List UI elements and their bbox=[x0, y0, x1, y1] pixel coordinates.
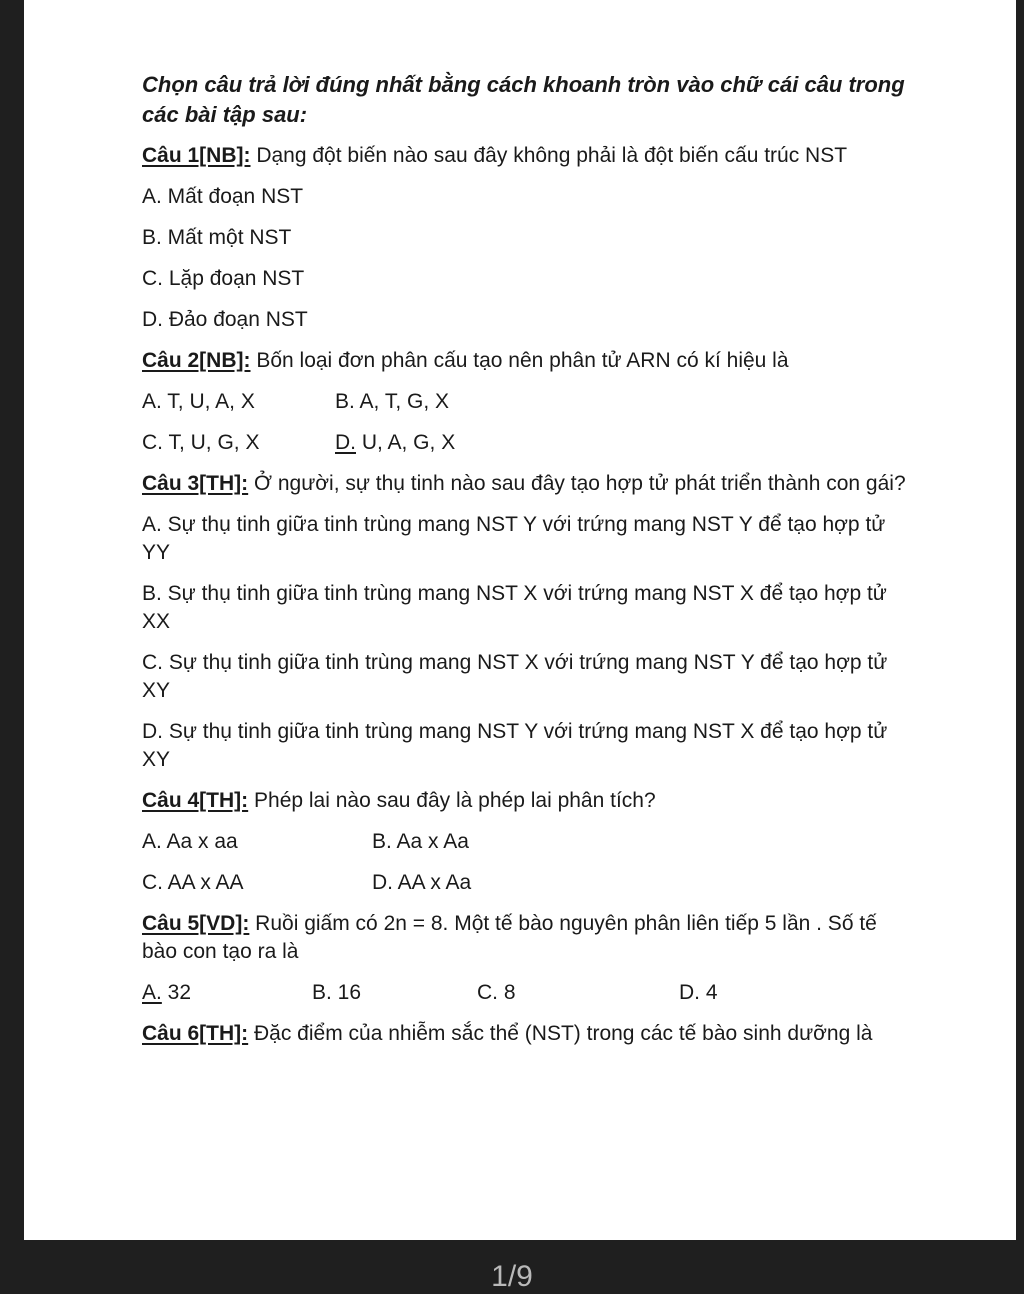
option-c: C. Sự thụ tinh giữa tinh trùng mang NST X với trứng mang NST Y để tạo hợp tử XY bbox=[142, 651, 888, 702]
question-6 bbox=[142, 1020, 912, 1048]
question-label: Câu 4[TH]: bbox=[142, 789, 249, 812]
question-text: Ở người, sự thụ tinh nào sau đây tạo hợp tử phát triển thành con gái? bbox=[248, 472, 906, 495]
option-b: B. Mất một NST bbox=[142, 226, 292, 249]
option-a: A. Mất đoạn NST bbox=[142, 185, 304, 208]
options-row bbox=[142, 979, 912, 1007]
question-text: Phép lai nào sau đây là phép lai phân tích? bbox=[248, 789, 656, 812]
options-row bbox=[142, 388, 912, 416]
question-label: Câu 6[TH]: bbox=[142, 1022, 249, 1045]
option-b: B. Sự thụ tinh giữa tinh trùng mang NST X với trứng mang NST X để tạo hợp tử XX bbox=[142, 582, 887, 633]
options-row bbox=[142, 828, 912, 856]
option-letter: D. bbox=[335, 431, 356, 454]
option-a: A. Sự thụ tinh giữa tinh trùng mang NST Y với trứng mang NST Y để tạo hợp tử YY bbox=[142, 513, 886, 564]
option-b: B. A, T, G, X bbox=[335, 390, 449, 413]
question-label: Câu 3[TH]: bbox=[142, 472, 249, 495]
question-4 bbox=[142, 787, 912, 815]
option-d: D. Sự thụ tinh giữa tinh trùng mang NST Y với trứng mang NST X để tạo hợp tử XY bbox=[142, 720, 888, 771]
option-c: C. AA x AA bbox=[142, 871, 244, 894]
option-d: D. Đảo đoạn NST bbox=[142, 308, 308, 331]
option-text: U, A, G, X bbox=[356, 431, 456, 454]
question-label: Câu 5[VD]: bbox=[142, 912, 250, 935]
instructions: Chọn câu trả lời đúng nhất bằng cách khoanh tròn vào chữ cái câu trong các bài tập sau: bbox=[142, 72, 905, 127]
question-text: Bốn loại đơn phân cấu tạo nên phân tử ARN có kí hiệu là bbox=[250, 349, 789, 372]
option-c: C. 8 bbox=[477, 981, 516, 1004]
option-d bbox=[335, 429, 455, 457]
page-indicator: 1/9 bbox=[491, 1260, 533, 1293]
option-a: A. Aa x aa bbox=[142, 830, 238, 853]
option-a bbox=[142, 979, 312, 1007]
options-row bbox=[142, 429, 912, 457]
option-d: D. 4 bbox=[679, 981, 718, 1004]
document-content bbox=[142, 70, 912, 1061]
option-c: C. Lặp đoạn NST bbox=[142, 267, 305, 290]
question-text: Ruồi giấm có 2n = 8. Một tế bào nguyên phân liên tiếp 5 lần . Số tế bào con tạo ra là bbox=[142, 912, 877, 963]
option-b: B. Aa x Aa bbox=[372, 830, 469, 853]
option-text: 32 bbox=[161, 981, 192, 1004]
question-label: Câu 1[NB]: bbox=[142, 144, 251, 167]
option-a: A. T, U, A, X bbox=[142, 390, 255, 413]
options-row bbox=[142, 869, 912, 897]
option-d: D. AA x Aa bbox=[372, 871, 472, 894]
option-c: C. T, U, G, X bbox=[142, 431, 260, 454]
option-letter: A. bbox=[142, 981, 162, 1004]
question-text: Đặc điểm của nhiễm sắc thể (NST) trong các tế bào sinh dưỡng là bbox=[248, 1022, 873, 1045]
question-5 bbox=[142, 910, 912, 966]
document-page bbox=[24, 0, 1016, 1240]
question-1 bbox=[142, 142, 912, 170]
question-label: Câu 2[NB]: bbox=[142, 349, 251, 372]
question-3 bbox=[142, 470, 912, 498]
option-b: B. 16 bbox=[312, 981, 362, 1004]
question-2 bbox=[142, 347, 912, 375]
question-text: Dạng đột biến nào sau đây không phải là đột biến cấu trúc NST bbox=[250, 144, 848, 167]
